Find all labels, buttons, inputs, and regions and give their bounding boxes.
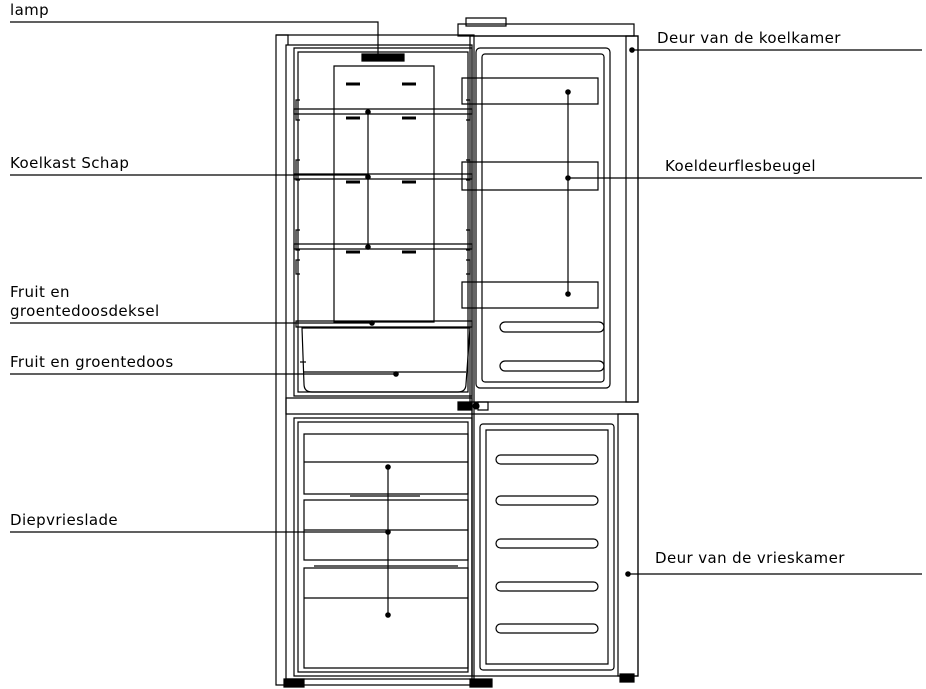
- fridge-compartment: [294, 48, 472, 396]
- compartment-divider: [286, 398, 472, 414]
- label-fridge-shelf: Koelkast Schap: [10, 154, 130, 172]
- label-freezer-door: Deur van de vrieskamer: [655, 549, 845, 567]
- fridge-shelves: [294, 109, 472, 249]
- label-crisper-lid-line2: groentedoosdeksel: [10, 302, 160, 320]
- label-crisper: Fruit en groentedoos: [10, 353, 174, 371]
- label-crisper-lid-line1: Fruit en: [10, 283, 70, 301]
- label-freezer-drawer: Diepvrieslade: [10, 511, 119, 529]
- freezer-door: [472, 414, 638, 682]
- fridge-door: [458, 18, 638, 410]
- cabinet-body: [276, 35, 492, 687]
- label-lamp: lamp: [10, 1, 50, 19]
- freezer-compartment: [294, 418, 472, 676]
- label-door-bottle-bin: Koeldeurflesbeugel: [665, 157, 816, 175]
- lamp: [362, 54, 404, 61]
- crisper-area: [296, 321, 472, 392]
- label-fridge-door: Deur van de koelkamer: [657, 29, 841, 47]
